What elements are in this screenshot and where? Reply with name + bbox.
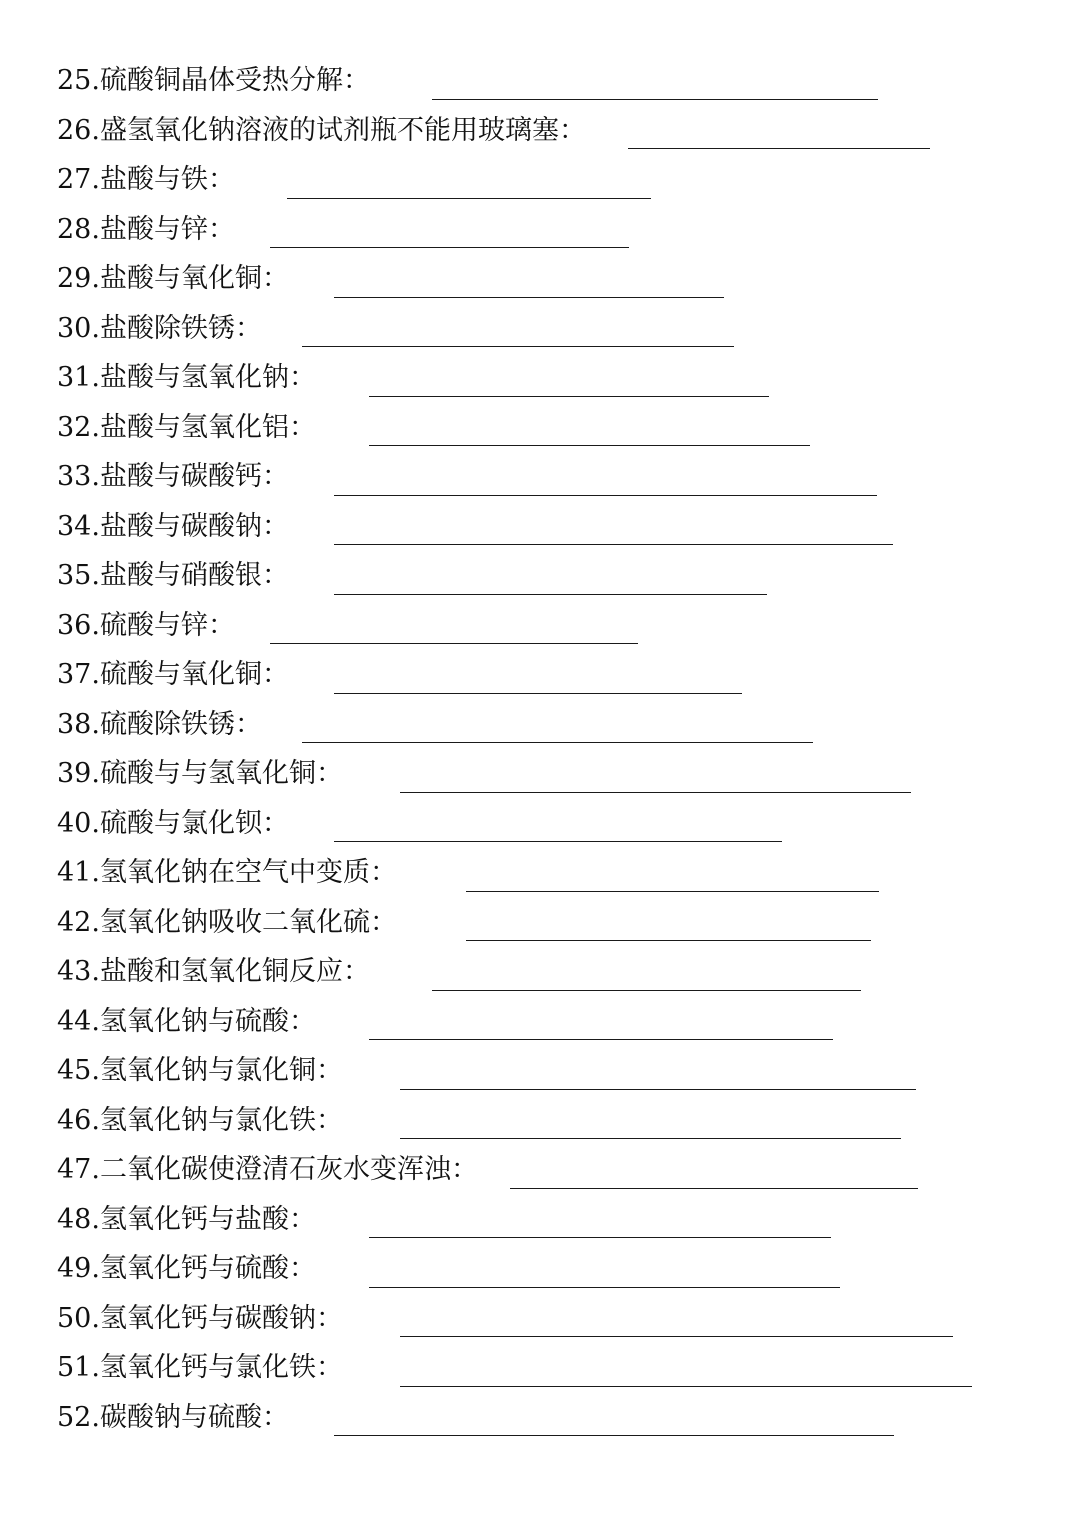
- answer-blank[interactable]: [334, 573, 767, 595]
- question-item: [57, 56, 1057, 106]
- question-number: 52.: [57, 1401, 100, 1433]
- question-number: 30.: [57, 312, 100, 344]
- answer-blank[interactable]: [432, 969, 861, 991]
- question-item: [57, 254, 1057, 304]
- question-item: [57, 353, 1057, 403]
- question-text: 硫酸铜晶体受热分解：: [99, 65, 370, 97]
- question-number: 51.: [57, 1352, 100, 1384]
- question-text: 硫酸与与氢氧化铜：: [99, 758, 343, 790]
- question-number: 29.: [57, 263, 100, 295]
- question-text: 盐酸与硝酸银：: [99, 560, 289, 592]
- question-number: 49.: [57, 1253, 100, 1285]
- question-item: [57, 1393, 1057, 1443]
- question-list: [57, 56, 1057, 1442]
- question-item: [57, 155, 1057, 205]
- answer-blank[interactable]: [510, 1167, 918, 1189]
- question-item: [57, 1195, 1057, 1245]
- question-text: 盐酸与氧化铜：: [99, 263, 289, 295]
- question-text: 盐酸与氢氧化钠：: [99, 362, 316, 394]
- question-text: 氢氧化钙与盐酸：: [99, 1203, 316, 1235]
- question-item: [57, 403, 1057, 453]
- question-number: 28.: [57, 213, 100, 245]
- question-number: 43.: [57, 956, 100, 988]
- answer-blank[interactable]: [400, 1365, 972, 1387]
- question-item: [57, 749, 1057, 799]
- question-text: 硫酸与氧化铜：: [99, 659, 289, 691]
- answer-blank[interactable]: [287, 177, 651, 199]
- answer-blank[interactable]: [400, 771, 911, 793]
- question-number: 33.: [57, 461, 100, 493]
- question-item: [57, 452, 1057, 502]
- question-text: 硫酸与锌：: [99, 609, 235, 641]
- question-text: 氢氧化钠与硫酸：: [99, 1005, 316, 1037]
- question-item: [57, 1145, 1057, 1195]
- question-item: [57, 205, 1057, 255]
- question-number: 37.: [57, 659, 100, 691]
- answer-blank[interactable]: [466, 919, 871, 941]
- question-item: [57, 601, 1057, 651]
- question-text: 氢氧化钠与氯化铁：: [99, 1104, 343, 1136]
- question-text: 盐酸和氢氧化铜反应：: [99, 956, 370, 988]
- question-text: 碳酸钠与硫酸：: [99, 1401, 289, 1433]
- question-text: 盐酸与铁：: [99, 164, 235, 196]
- question-text: 盛氢氧化钠溶液的试剂瓶不能用玻璃塞：: [99, 114, 586, 146]
- answer-blank[interactable]: [466, 870, 879, 892]
- question-text: 氢氧化钙与氯化铁：: [99, 1352, 343, 1384]
- answer-blank[interactable]: [270, 622, 638, 644]
- question-text: 氢氧化钠与氯化铜：: [99, 1055, 343, 1087]
- question-item: [57, 848, 1057, 898]
- question-text: 硫酸除铁锈：: [99, 708, 262, 740]
- question-text: 盐酸除铁锈：: [99, 312, 262, 344]
- question-text: 硫酸与氯化钡：: [99, 807, 289, 839]
- answer-blank[interactable]: [369, 1216, 831, 1238]
- question-item: [57, 502, 1057, 552]
- question-number: 47.: [57, 1154, 100, 1186]
- question-item: [57, 106, 1057, 156]
- question-number: 42.: [57, 906, 100, 938]
- answer-blank[interactable]: [334, 672, 742, 694]
- question-item: [57, 1096, 1057, 1146]
- answer-blank[interactable]: [302, 721, 813, 743]
- question-text: 氢氧化钙与碳酸钠：: [99, 1302, 343, 1334]
- question-number: 34.: [57, 510, 100, 542]
- question-item: [57, 1244, 1057, 1294]
- question-number: 44.: [57, 1005, 100, 1037]
- answer-blank[interactable]: [334, 1414, 894, 1436]
- question-item: [57, 997, 1057, 1047]
- question-number: 46.: [57, 1104, 100, 1136]
- answer-blank[interactable]: [334, 523, 893, 545]
- question-number: 26.: [57, 114, 100, 146]
- question-number: 50.: [57, 1302, 100, 1334]
- answer-blank[interactable]: [369, 1266, 840, 1288]
- question-number: 27.: [57, 164, 100, 196]
- answer-blank[interactable]: [369, 375, 769, 397]
- question-item: [57, 947, 1057, 997]
- question-text: 二氧化碳使澄清石灰水变浑浊：: [99, 1154, 478, 1186]
- answer-blank[interactable]: [334, 820, 782, 842]
- question-number: 48.: [57, 1203, 100, 1235]
- question-number: 38.: [57, 708, 100, 740]
- question-number: 25.: [57, 65, 100, 97]
- answer-blank[interactable]: [432, 78, 878, 100]
- question-item: [57, 1294, 1057, 1344]
- question-number: 31.: [57, 362, 100, 394]
- question-item: [57, 551, 1057, 601]
- answer-blank[interactable]: [628, 127, 930, 149]
- question-text: 盐酸与锌：: [99, 213, 235, 245]
- answer-blank[interactable]: [400, 1068, 916, 1090]
- answer-blank[interactable]: [400, 1117, 901, 1139]
- question-item: [57, 799, 1057, 849]
- answer-blank[interactable]: [334, 474, 877, 496]
- question-text: 氢氧化钠在空气中变质：: [99, 857, 397, 889]
- answer-blank[interactable]: [302, 325, 734, 347]
- answer-blank[interactable]: [400, 1315, 953, 1337]
- question-number: 41.: [57, 857, 100, 889]
- question-number: 32.: [57, 411, 100, 443]
- answer-blank[interactable]: [334, 276, 724, 298]
- question-item: [57, 1046, 1057, 1096]
- question-text: 盐酸与碳酸钠：: [99, 510, 289, 542]
- question-item: [57, 1343, 1057, 1393]
- question-text: 氢氧化钙与硫酸：: [99, 1253, 316, 1285]
- question-number: 45.: [57, 1055, 100, 1087]
- question-number: 35.: [57, 560, 100, 592]
- answer-blank[interactable]: [369, 424, 810, 446]
- question-item: [57, 304, 1057, 354]
- question-number: 39.: [57, 758, 100, 790]
- question-item: [57, 700, 1057, 750]
- question-text: 氢氧化钠吸收二氧化硫：: [99, 906, 397, 938]
- question-item: [57, 898, 1057, 948]
- question-text: 盐酸与氢氧化铝：: [99, 411, 316, 443]
- question-text: 盐酸与碳酸钙：: [99, 461, 289, 493]
- answer-blank[interactable]: [369, 1018, 833, 1040]
- question-item: [57, 650, 1057, 700]
- question-number: 40.: [57, 807, 100, 839]
- question-number: 36.: [57, 609, 100, 641]
- answer-blank[interactable]: [270, 226, 629, 248]
